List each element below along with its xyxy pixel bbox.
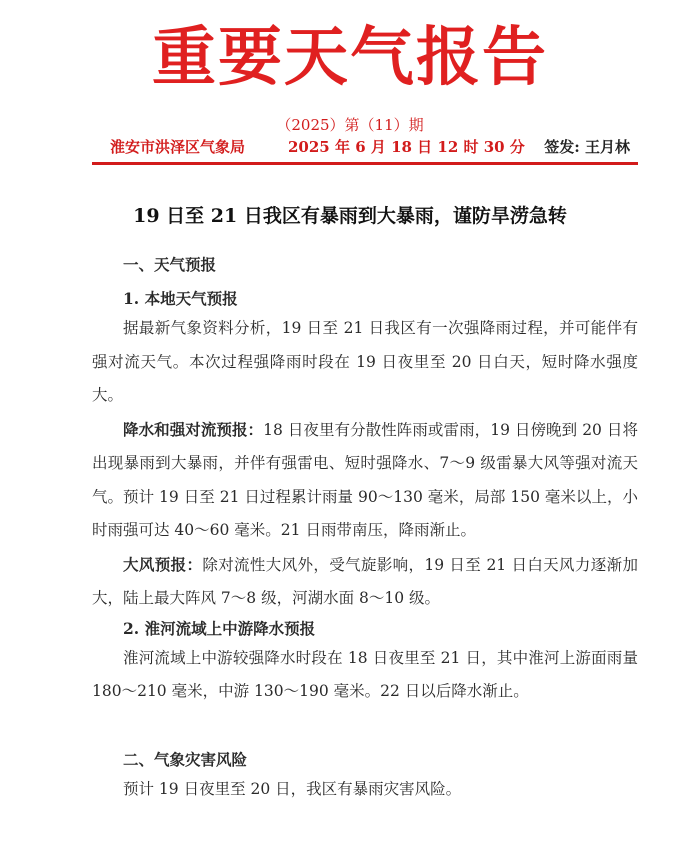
- section-heading-risk: 二、气象灾害风险: [123, 749, 248, 769]
- issue-datetime: 2025 年 6 月 18 日 12 时 30 分: [288, 138, 525, 156]
- paragraph-precipitation: [92, 413, 638, 548]
- section-heading-forecast: 一、天气预报: [123, 255, 217, 274]
- signoff: 签发: 王月林: [544, 138, 630, 156]
- red-divider-rule: [92, 162, 638, 165]
- issuer-row: [110, 137, 630, 159]
- issuing-bureau: 淮安市洪泽区气象局: [110, 138, 246, 156]
- document-body: [92, 252, 638, 806]
- paragraph-body-wind: 除对流性大风外，受气旋影响，19 日至 21 日白天风力逐渐加大，陆上最大阵风 7～8 级，河湖水面 8～10 级。: [92, 555, 638, 607]
- paragraph-lead-precipitation: 降水和强对流预报：: [123, 419, 264, 439]
- paragraph-overview: 据最新气象资料分析，19 日至 21 日我区有一次强降雨过程，并可能伴有强对流天气。本次过程强降雨时段在 19 日夜里至 20 日白天，短时降水强度大。: [92, 319, 638, 404]
- paragraph-lead-wind: 大风预报：: [123, 554, 203, 574]
- spacer: [92, 709, 638, 747]
- issue-number: （2025）第（11）期: [276, 116, 424, 134]
- paragraph-body-precipitation: 18 日夜里有分散性阵雨或雷雨，19 日傍晚到 20 日将出现暴雨到大暴雨，并伴有强雷电、短时强降水、7～9 级雷暴大风等强对流天气。预计 19 日至 21 日过程累计雨量 90～130 毫米，局部 150 毫米以上，小时雨强可达 40～60 毫米。21 日雨带南压，降雨渐止。: [92, 420, 638, 539]
- report-masthead-title: 重要天气报告: [152, 21, 548, 95]
- subsection-heading-huai-river: 2. 淮河流域上中游降水预报: [123, 618, 316, 638]
- subsection-heading-local: 1. 本地天气预报: [123, 289, 238, 308]
- paragraph-risk: 预计 19 日夜里至 20 日，我区有暴雨灾害风险。: [123, 779, 462, 798]
- spacer: [92, 278, 638, 286]
- paragraph-wind: [92, 548, 638, 616]
- document-title: 19 日至 21 日我区有暴雨到大暴雨，谨防旱涝急转: [133, 205, 567, 227]
- paragraph-huai-river: 淮河流域上中游较强降水时段在 18 日夜里至 21 日，其中淮河上游面雨量 180～210 毫米，中游 130～190 毫米。22 日以后降水渐止。: [92, 648, 638, 700]
